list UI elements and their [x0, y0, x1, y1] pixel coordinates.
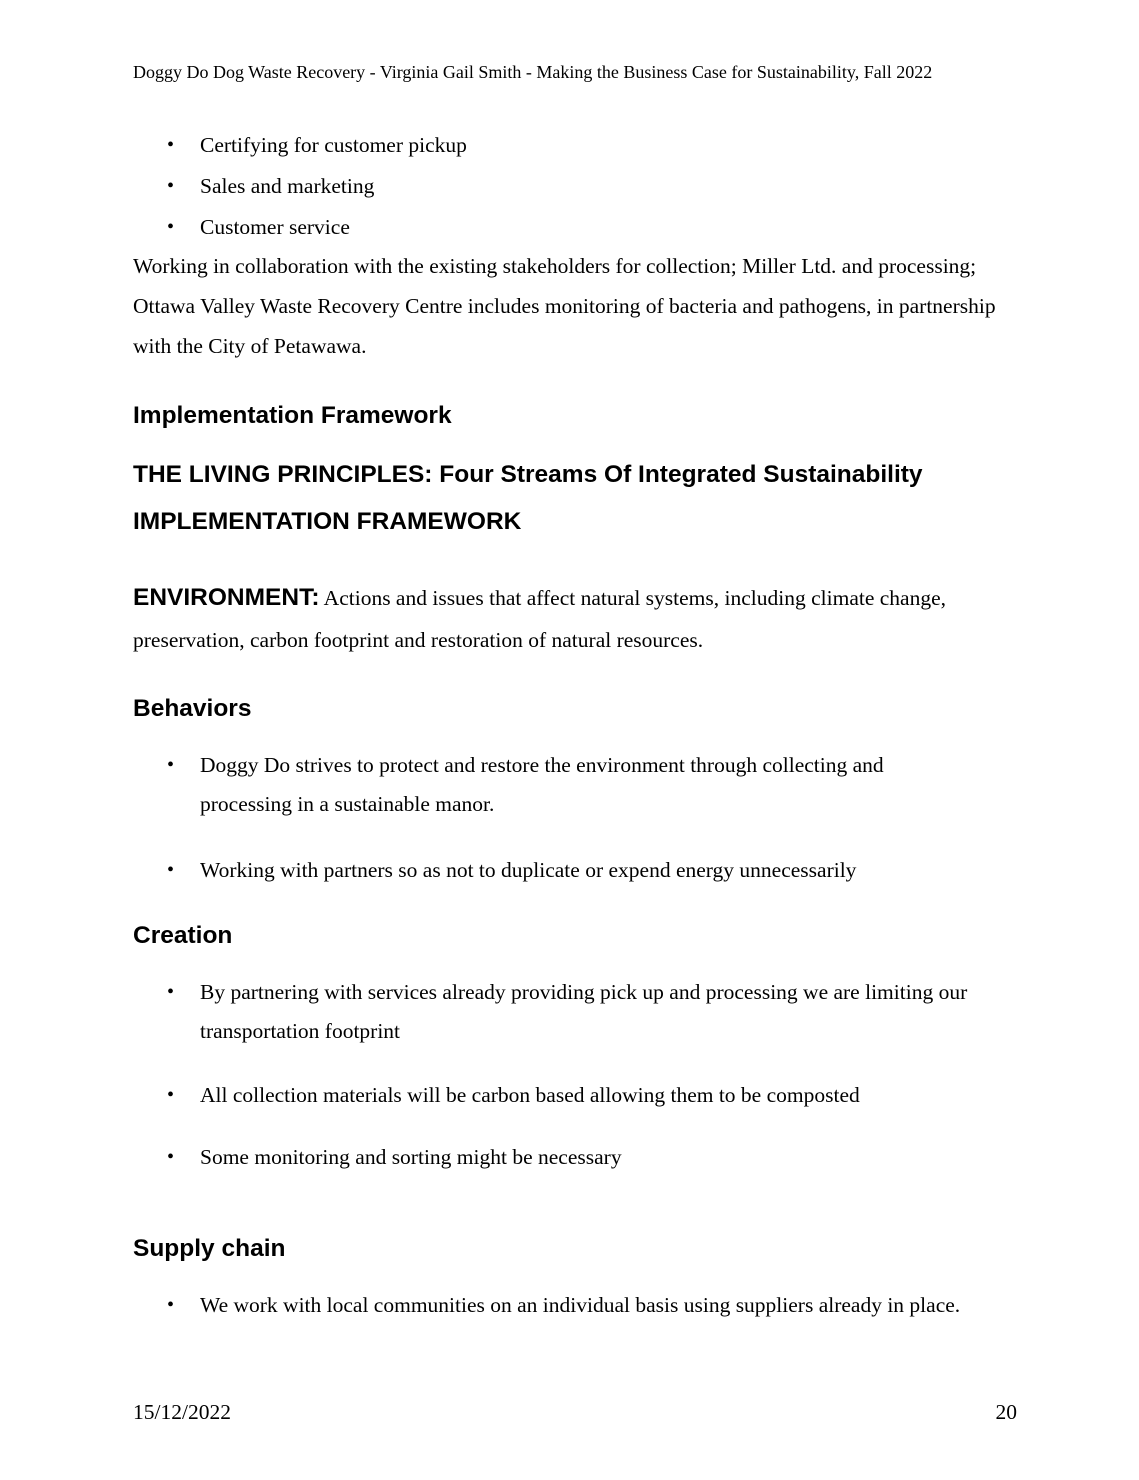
environment-text: Actions and issues that affect natural systems, including climate change, preservation, carbon footprint and restoration of natural resources.: [133, 586, 947, 652]
running-header: Doggy Do Dog Waste Recovery - Virginia Gail Smith - Making the Business Case for Sustainability, Fall 2022: [133, 62, 933, 82]
list-item-text: By partnering with services already providing pick up and processing we are limiting our transportation footprint: [200, 980, 968, 1043]
list-item-text: Some monitoring and sorting might be necessary: [200, 1145, 622, 1169]
intro-paragraph: Working in collaboration with the existing stakeholders for collection; Miller Ltd. and processing; Ottawa Valley Waste Recovery Centre includes monitoring of bacteria and pathogens, in partnership with the City of Petawawa.: [133, 254, 996, 358]
implementation-heading: Implementation Framework: [133, 402, 452, 429]
list-item: [0, 1076, 1030, 1138]
behaviors-heading: Behaviors: [133, 695, 252, 722]
bullet-icon: •: [167, 134, 175, 156]
footer-date: 15/12/2022: [133, 1400, 231, 1424]
environment-label: ENVIRONMENT:: [133, 584, 320, 611]
bullet-icon: •: [167, 216, 175, 238]
living-principles-heading-line2: IMPLEMENTATION FRAMEWORK: [133, 508, 522, 535]
creation-bullet-list: [0, 973, 1030, 1179]
bullet-icon: •: [167, 1084, 175, 1106]
bullet-icon: •: [167, 1146, 175, 1168]
intro-bullet-list: [0, 126, 1030, 249]
bullet-icon: •: [167, 859, 175, 881]
list-item-text: We work with local communities on an individual basis using suppliers already in place.: [200, 1293, 961, 1317]
list-item: [0, 1286, 1030, 1327]
living-principles-heading-line1: THE LIVING PRINCIPLES: Four Streams Of Integrated Sustainability: [133, 461, 923, 488]
environment-paragraph: [133, 577, 1013, 661]
supply-chain-heading: Supply chain: [133, 1235, 286, 1262]
list-item: [0, 126, 1030, 167]
supply-chain-bullet-list: [0, 1286, 1030, 1327]
bullet-icon: •: [167, 175, 175, 197]
bullet-icon: •: [167, 754, 175, 776]
list-item-text: Sales and marketing: [200, 174, 375, 198]
list-item: [0, 746, 1030, 851]
list-item: [0, 1138, 1030, 1179]
list-item: [0, 167, 1030, 208]
behaviors-bullet-list: [0, 746, 1030, 892]
list-item-text: Customer service: [200, 215, 350, 239]
bullet-icon: •: [167, 981, 175, 1003]
bullet-icon: •: [167, 1294, 175, 1316]
list-item: [0, 851, 1030, 892]
list-item-text: Doggy Do strives to protect and restore the environment through collecting and processing in a sustainable manor.: [200, 753, 884, 816]
list-item: [0, 973, 1030, 1076]
creation-heading: Creation: [133, 922, 233, 949]
list-item-text: Working with partners so as not to duplicate or expend energy unnecessarily: [200, 858, 857, 882]
page-number: 20: [995, 1400, 1017, 1424]
list-item-text: All collection materials will be carbon based allowing them to be composted: [200, 1083, 860, 1107]
list-item: [0, 208, 1030, 249]
list-item-text: Certifying for customer pickup: [200, 133, 467, 157]
